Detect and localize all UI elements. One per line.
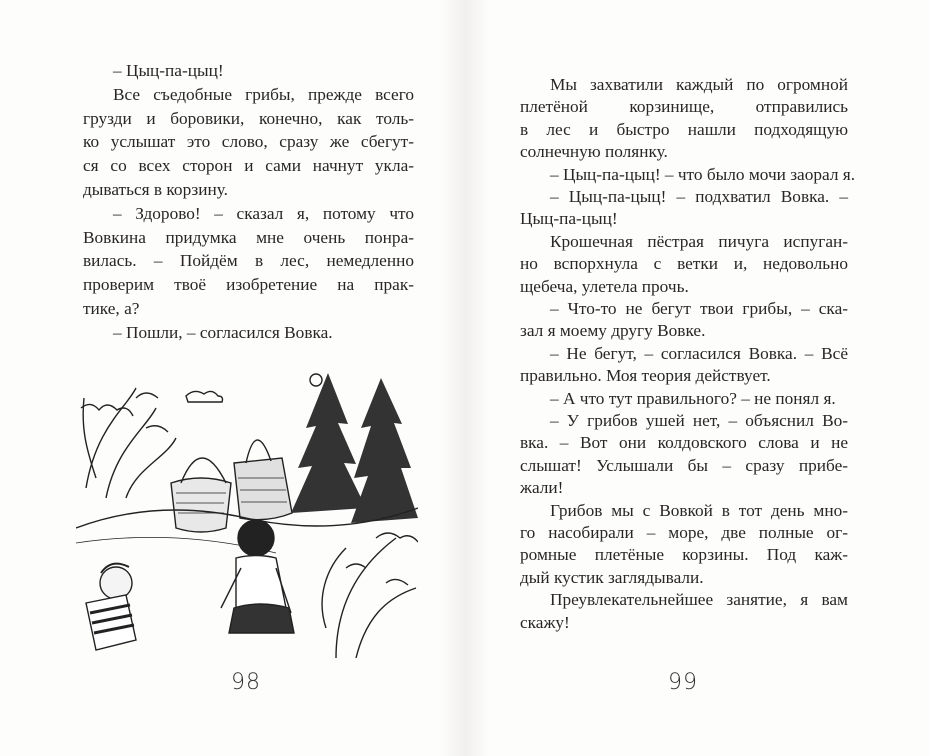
text-line: – А что тут правильного? – не понял я. [550,388,836,408]
text-line: Грибов мы с Вовкой в тот день мно- [550,500,848,520]
boy-sitting [221,520,294,633]
right-page [520,0,856,756]
text-line: плетёной корзинище, отправились [520,97,848,117]
illustration-mushroom-picking [76,368,418,658]
text-line: Все съедобные грибы, прежде всего [113,84,414,104]
text-line: го насобирали – море, две полные ог- [520,523,848,542]
text-line: грузди и боровики, конечно, как толь- [83,108,414,128]
baskets [171,440,292,532]
bush-left [81,388,176,498]
text-line: Крошечная пёстрая пичуга испуган- [550,231,848,251]
text-line: проверим твоё изобретение на прак- [83,275,414,295]
text-line: в лес и быстро нашли подходящую [520,119,848,139]
text-line: дый кустик заглядывали. [520,567,704,587]
text-line: Преувлекательнейшее занятие, я вам [550,590,848,610]
fir-trees [291,373,418,523]
text-line: – Пошли, – согласился Вовка. [113,322,333,342]
text-line: ся со всех сторон и сами начнут укла- [83,156,414,176]
text-line: – Что-то не бегут твои грибы, – ска- [550,299,848,318]
text-line: правильно. Моя теория действует. [520,366,771,386]
text-line: вилась. – Пойдём в лес, немедленно [83,251,414,271]
text-line: Цыц-па-цыц! [520,209,618,229]
page-number: 98 [231,670,261,695]
text-line: зал я моему другу Вовке. [520,321,706,341]
text-line: солнечную полянку. [520,142,668,162]
text-line: Мы захватили каждый по огромной [550,75,848,94]
boy-lying [86,564,136,650]
text-line: – Здорово! – сказал я, потому что [113,203,414,223]
book-gutter [440,0,490,756]
text-line: – У грибов ушей нет, – объяснил Во- [550,411,848,430]
bush-right [322,533,418,658]
text-line: тике, а? [83,299,140,318]
text-line: Вовкина придумка мне очень понра- [83,227,414,247]
text-line: но вспорхнула с ветки и, недовольно [520,254,848,274]
text-line: – Цыц-па-цыц! – что было мочи заорал я. [550,164,856,184]
text-line: щебеча, улетела прочь. [520,276,689,296]
text-line: слышат! Услышали бы – сразу прибе- [520,455,848,475]
text-line: вка. – Вот они колдовского слова и не [520,433,848,453]
cloud [186,391,223,402]
text-line: – Не бегут, – согласился Вовка. – Всё [550,343,848,363]
page-number: 99 [668,670,698,695]
text-line: дываться в корзину. [83,180,228,199]
text-line: жали! [520,478,564,498]
text-line: – Цыц-па-цыц! – подхватил Вовка. – [550,187,848,206]
text-line: ромные плетёные корзины. Под каж- [520,545,848,565]
sun-icon [310,374,322,386]
text-line: ко услышат это слово, сразу же сбегут- [83,132,414,152]
text-line: – Цыц-па-цыц! [113,61,224,80]
text-line: скажу! [520,612,570,632]
